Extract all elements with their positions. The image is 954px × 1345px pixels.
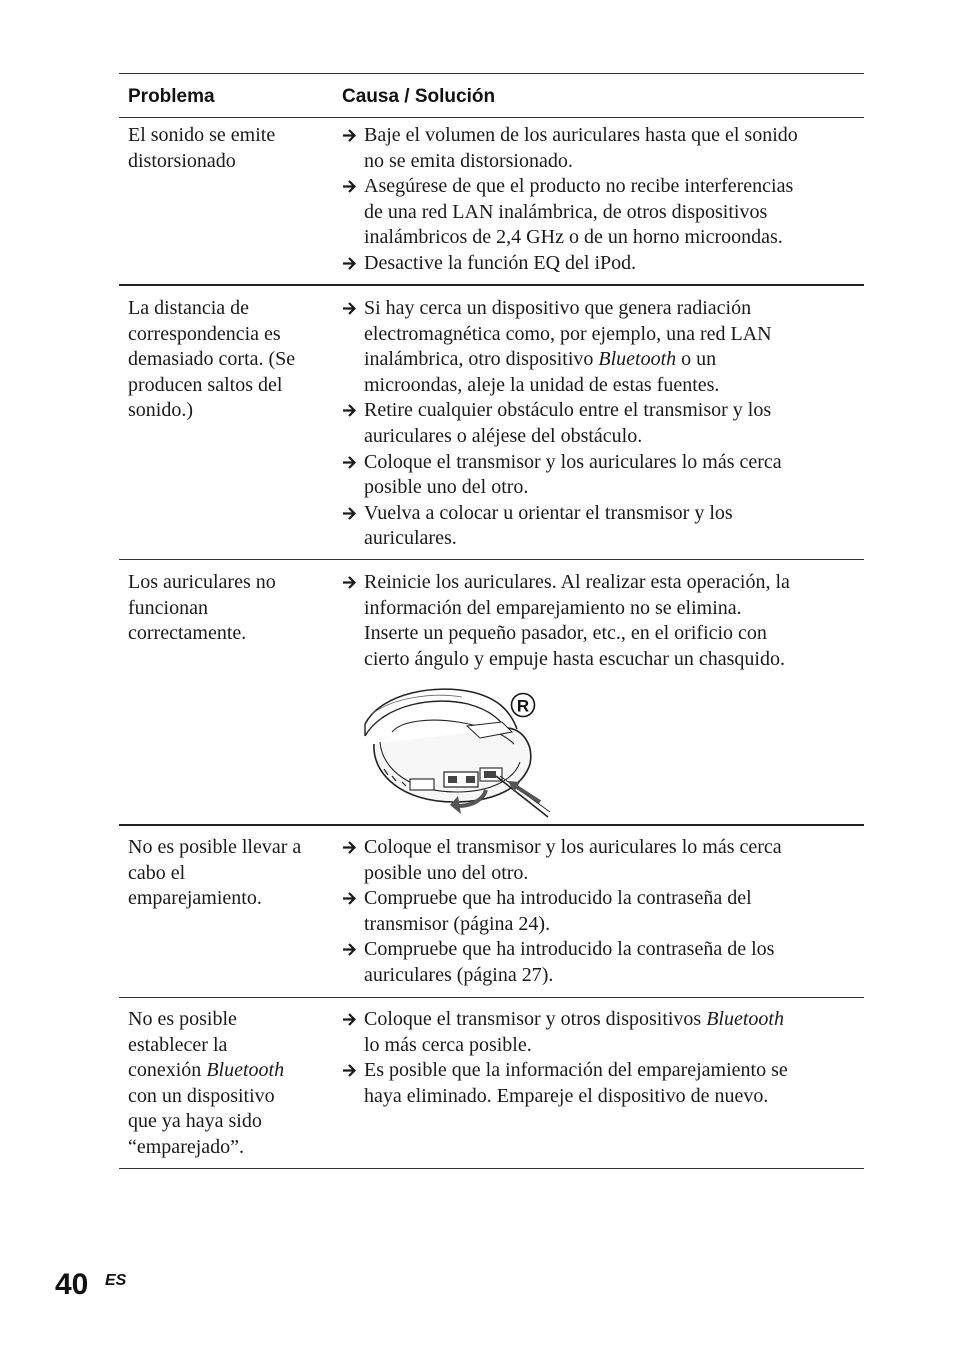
problem-cell: Los auriculares no funcionan correctamente. — [128, 571, 276, 645]
reset-label: R — [516, 696, 530, 716]
table-row — [119, 560, 864, 826]
solution-item: Coloque el transmisor y los auriculares lo más cerca posible uno del otro. — [340, 450, 860, 501]
cause-cell — [340, 570, 860, 672]
cause-cell — [340, 123, 860, 277]
arrow-right-icon — [340, 570, 360, 595]
arrow-right-icon — [340, 501, 360, 526]
arrow-right-icon — [340, 251, 360, 276]
table-header — [119, 74, 864, 118]
arrow-right-icon — [340, 174, 360, 199]
solution-item: Desactive la función EQ del iPod. — [340, 251, 860, 277]
solution-item: Baje el volumen de los auriculares hasta que el sonido no se emita distorsionado. — [340, 123, 860, 174]
language-code: ES — [105, 1272, 127, 1289]
arrow-right-icon — [340, 296, 360, 321]
problem-cell: No es posible llevar a cabo el emparejamiento. — [128, 836, 302, 910]
arrow-right-icon — [340, 1007, 360, 1032]
solution-item: Compruebe que ha introducido la contraseña de los auriculares (página 27). — [340, 937, 860, 988]
table-row — [119, 286, 864, 560]
solution-note: Inserte un pequeño pasador, etc., en el orificio con cierto ángulo y empuje hasta escuchar un chasquido. — [364, 622, 785, 670]
table-row — [119, 826, 864, 998]
solution-item: Reinicie los auriculares. Al realizar esta operación, la información del emparejamiento no se elimina. — [340, 570, 860, 621]
problem-cell: No es posible establecer la conexión Bluetooth con un dispositivo que ya haya sido “emparejado”. — [128, 1008, 285, 1158]
cause-cell — [340, 296, 860, 552]
solution-item: Retire cualquier obstáculo entre el transmisor y los auriculares o aléjese del obstáculo. — [340, 398, 860, 449]
cause-cell — [340, 835, 860, 989]
arrow-right-icon — [340, 937, 360, 962]
problem-cell: El sonido se emite distorsionado — [128, 124, 276, 172]
arrow-right-icon — [340, 835, 360, 860]
problem-cell: La distancia de correspondencia es demasiado corta. (Se producen saltos del sonido.) — [128, 297, 296, 422]
solution-item: Coloque el transmisor y otros dispositivos Bluetooth lo más cerca posible. — [340, 1007, 860, 1058]
troubleshooting-table — [119, 73, 864, 1169]
header-cause: Causa / Solución — [342, 86, 496, 107]
arrow-right-icon — [340, 398, 360, 423]
table-row — [119, 118, 864, 286]
page-number: 40 — [55, 1268, 89, 1301]
cause-cell — [340, 1007, 860, 1109]
arrow-right-icon — [340, 123, 360, 148]
solution-item: Asegúrese de que el producto no recibe interferencias de una red LAN inalámbrica, de otros dispositivos inalámbricos de 2,4 GHz o de un horno microondas. — [340, 174, 860, 251]
arrow-right-icon — [340, 886, 360, 911]
solution-item: Vuelva a colocar u orientar el transmisor y los auriculares. — [340, 501, 860, 552]
arrow-right-icon — [340, 450, 360, 475]
header-problem: Problema — [128, 86, 215, 107]
reset-button-illustration — [362, 684, 552, 819]
solution-item: Coloque el transmisor y los auriculares lo más cerca posible uno del otro. — [340, 835, 860, 886]
table-row — [119, 998, 864, 1169]
arrow-right-icon — [340, 1058, 360, 1083]
solution-item: Compruebe que ha introducido la contraseña del transmisor (página 24). — [340, 886, 860, 937]
solution-item: Es posible que la información del emparejamiento se haya eliminado. Empareje el dispositivo de nuevo. — [340, 1058, 860, 1109]
solution-item: Si hay cerca un dispositivo que genera radiación electromagnética como, por ejemplo, una red LAN inalámbrica, otro dispositivo Bluetooth o un microondas, aleje la unidad de estas fuentes. — [340, 296, 860, 398]
